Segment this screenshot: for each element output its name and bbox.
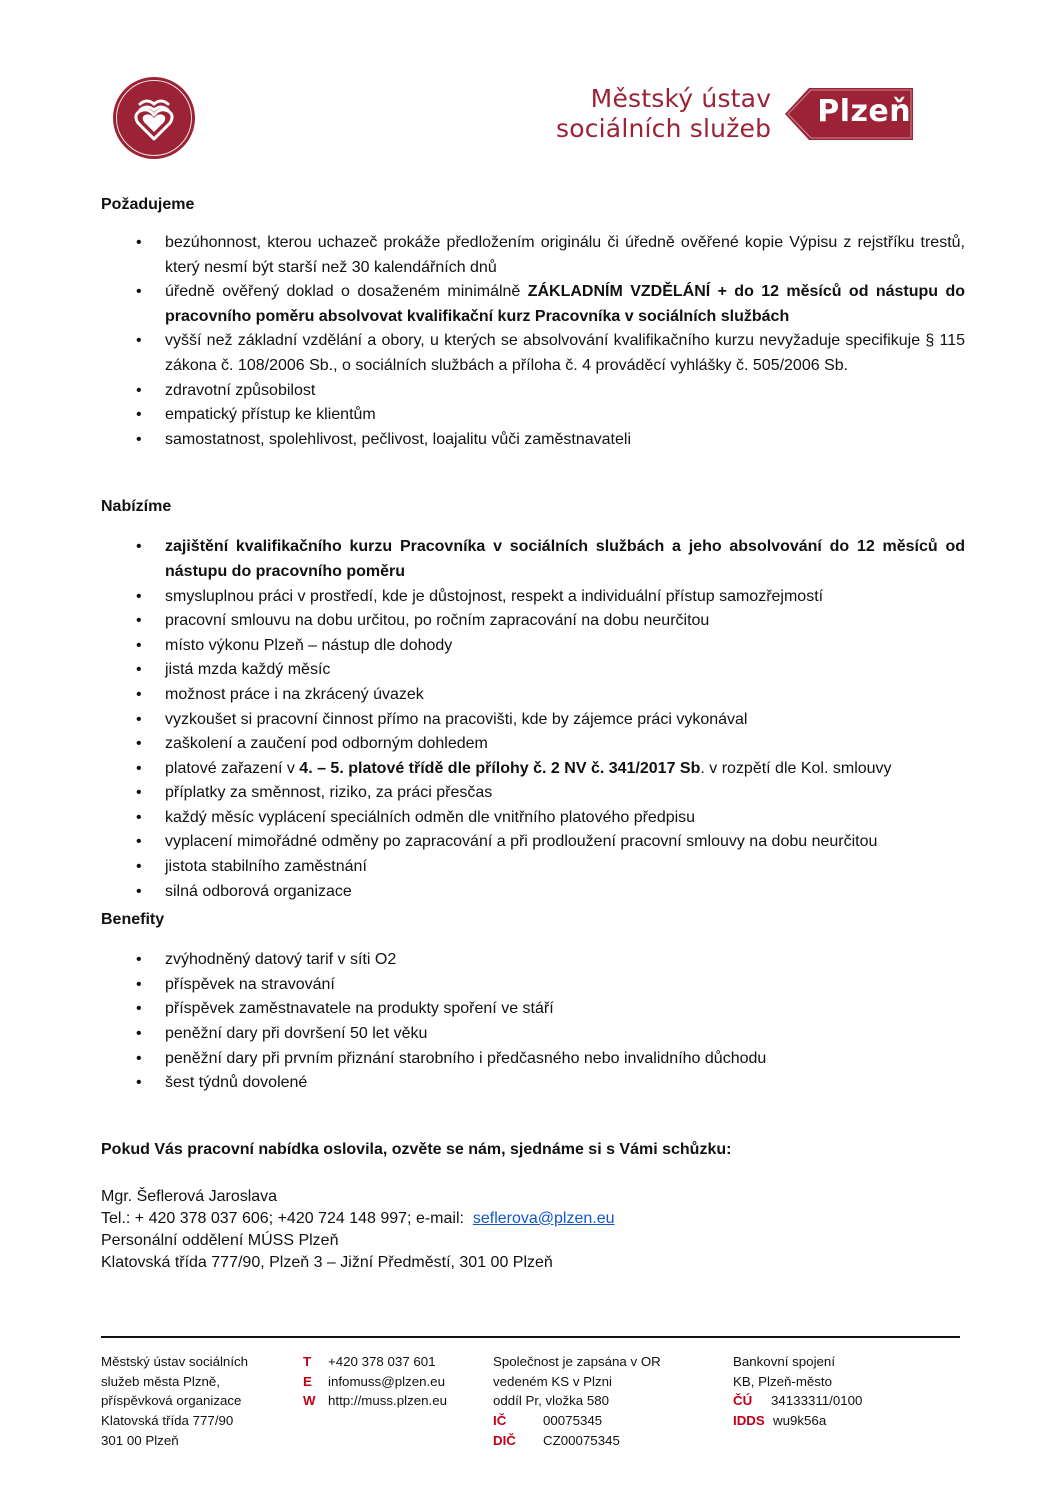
list-item-text-pre: empatický přístup ke klientům bbox=[165, 406, 376, 424]
benefits-heading: Benefity bbox=[101, 911, 165, 929]
list-item-text-pre: příplatky za směnnost, riziko, za práci přesčas bbox=[165, 784, 493, 802]
brand-city: Plzeň bbox=[817, 94, 912, 129]
list-item bbox=[101, 658, 965, 683]
registry-line: oddíl Pr, vložka 580 bbox=[493, 1393, 610, 1409]
list-item bbox=[101, 280, 965, 329]
bank-name: KB, Plzeň-město bbox=[733, 1373, 833, 1389]
list-item-text-pre: bezúhonnost, kterou uchazeč prokáže předložením originálu či úředně ověřené kopie Výpisu z rejstříku trestů, který nesmí být starší než 30 kalendářních dnů bbox=[165, 234, 965, 276]
account-value: 34133311/0100 bbox=[771, 1393, 863, 1409]
footer-dic bbox=[493, 1431, 661, 1451]
email-value[interactable]: infomuss@plzen.eu bbox=[328, 1373, 445, 1389]
list-item bbox=[101, 806, 965, 831]
footer-org-line: 301 00 Plzeň bbox=[101, 1432, 179, 1448]
contact-block bbox=[101, 1186, 965, 1274]
list-item-text-pre: peněžní dary při dovršení 50 let věku bbox=[165, 1025, 428, 1043]
contact-name: Mgr. Šeflerová Jaroslava bbox=[101, 1187, 278, 1205]
job-offer-body bbox=[101, 193, 965, 1274]
bullet-icon: • bbox=[136, 784, 142, 802]
email-label: E bbox=[303, 1373, 312, 1389]
account-label: ČÚ bbox=[733, 1393, 753, 1409]
bullet-icon: • bbox=[136, 1074, 142, 1092]
list-item-text-pre: možnost práce i na zkrácený úvazek bbox=[165, 685, 424, 703]
bullet-icon: • bbox=[136, 661, 142, 679]
list-item-text-pre: pracovní smlouvu na dobu určitou, po ročním zapracování na dobu neurčitou bbox=[165, 612, 710, 630]
contact-address: Klatovská třída 777/90, Plzeň 3 – Jižní Předměstí, 301 00 Plzeň bbox=[101, 1253, 553, 1271]
contact-phones: Tel.: + 420 378 037 606; +420 724 148 997; e-mail: bbox=[101, 1209, 473, 1227]
list-item bbox=[101, 379, 965, 404]
contact-phone-line bbox=[101, 1208, 965, 1230]
bank-title: Bankovní spojení bbox=[733, 1354, 836, 1369]
list-item bbox=[101, 973, 965, 998]
footer-web bbox=[303, 1391, 447, 1411]
list-item-text-pre: vyzkoušet si pracovní činnost přímo na pracovišti, kde by zájemce práci vykonával bbox=[165, 710, 748, 728]
list-item bbox=[101, 757, 965, 782]
list-item-text-pre: samostatnost, spolehlivost, pečlivost, loajalitu vůči zaměstnavateli bbox=[165, 430, 631, 448]
list-item bbox=[101, 585, 965, 610]
list-item bbox=[101, 428, 965, 453]
list-item-text-pre: vyplacení mimořádné odměny po zapracování a při prodloužení pracovní smlouvy na dobu neurčitou bbox=[165, 833, 878, 851]
list-item-text-pre: každý měsíc vyplácení speciálních odměn dle vnitřního platového předpisu bbox=[165, 808, 696, 826]
list-item bbox=[101, 329, 965, 378]
list-item bbox=[101, 231, 965, 280]
footer-org-line: Klatovská třída 777/90 bbox=[101, 1413, 234, 1429]
bullet-icon: • bbox=[136, 587, 142, 605]
list-item bbox=[101, 403, 965, 428]
footer-org-line: služeb města Plzně, bbox=[101, 1373, 220, 1389]
footer-registry bbox=[493, 1352, 661, 1451]
offer-list bbox=[101, 535, 965, 904]
dic-label: DIČ bbox=[493, 1432, 516, 1448]
list-item bbox=[101, 1022, 965, 1047]
bullet-icon: • bbox=[136, 759, 142, 777]
footer-phone bbox=[303, 1352, 447, 1372]
list-item-text-pre: místo výkonu Plzeň – nástup dle dohody bbox=[165, 636, 453, 654]
list-item-text-pre: platové zařazení v bbox=[165, 759, 300, 777]
footer-org-line: Městský ústav sociálních bbox=[101, 1354, 249, 1369]
list-item bbox=[101, 830, 965, 855]
brand-name bbox=[556, 84, 771, 144]
list-item-text-bold: zajištění kvalifikačního kurzu Pracovníka v sociálních službách a jeho absolvování do 12 měsíců od nástupu do pracovního poměru bbox=[165, 538, 965, 580]
list-item-text-pre: jistá mzda každý měsíc bbox=[165, 661, 331, 679]
offer-heading: Nabízíme bbox=[101, 498, 172, 516]
bullet-icon: • bbox=[136, 283, 142, 301]
bullet-icon: • bbox=[136, 406, 142, 424]
bullet-icon: • bbox=[136, 234, 142, 251]
web-label: W bbox=[303, 1393, 316, 1409]
list-item bbox=[101, 609, 965, 634]
list-item bbox=[101, 634, 965, 659]
footer-contacts bbox=[303, 1352, 447, 1411]
bullet-icon: • bbox=[136, 1000, 142, 1018]
footer-org bbox=[101, 1352, 248, 1451]
list-item-text-pre: šest týdnů dovolené bbox=[165, 1074, 308, 1092]
phone-label: T bbox=[303, 1354, 312, 1369]
dic-value: CZ00075345 bbox=[543, 1432, 620, 1448]
brand-city-tag bbox=[785, 88, 913, 140]
list-item bbox=[101, 708, 965, 733]
bullet-icon: • bbox=[136, 332, 142, 350]
bullet-icon: • bbox=[136, 685, 142, 703]
ic-label: IČ bbox=[493, 1413, 507, 1429]
list-item-text-bold: ZÁKLADNÍM VZDĚLÁNÍ + do 12 měsíců od nástupu do pracovního poměru absolvovat kvalifikační kurz Pracovníka v sociálních službách bbox=[165, 283, 966, 325]
ic-value: 00075345 bbox=[543, 1413, 603, 1429]
footer-org-line: příspěvková organizace bbox=[101, 1393, 242, 1409]
bullet-icon: • bbox=[136, 636, 142, 654]
requirements-list bbox=[101, 231, 965, 452]
bullet-icon: • bbox=[136, 612, 142, 630]
bullet-icon: • bbox=[136, 381, 142, 399]
list-item bbox=[101, 1047, 965, 1072]
bullet-icon: • bbox=[136, 833, 142, 851]
list-item-text-pre: úředně ověřený doklad o dosaženém minimálně bbox=[165, 283, 528, 301]
list-item bbox=[101, 683, 965, 708]
bullet-icon: • bbox=[136, 975, 142, 993]
web-value[interactable]: http://muss.plzen.eu bbox=[328, 1393, 447, 1409]
list-item-text-pre: vyšší než základní vzdělání a obory, u kterých se absolvování kvalifikačního kurzu nevyžaduje specifikuje § 115 zákona č. 108/2006 Sb., o sociálních službách a příloha č. 4 prováděcí vyhlášky č. 505/2006 Sb. bbox=[165, 332, 965, 374]
databox-label: IDDS bbox=[733, 1413, 765, 1429]
brand-line2: sociálních služeb bbox=[556, 114, 772, 143]
list-item-text-bold: 4. – 5. platové třídě dle přílohy č. 2 NV č. 341/2017 Sb bbox=[299, 759, 701, 777]
list-item bbox=[101, 781, 965, 806]
bullet-icon: • bbox=[136, 882, 142, 900]
benefits-list bbox=[101, 948, 965, 1096]
list-item bbox=[101, 1071, 965, 1096]
footer-email bbox=[303, 1372, 447, 1392]
registry-line: Společnost je zapsána v OR bbox=[493, 1354, 661, 1369]
list-item-text-pre: jistota stabilního zaměstnání bbox=[165, 858, 367, 876]
phone-value: +420 378 037 601 bbox=[328, 1354, 436, 1369]
bullet-icon: • bbox=[136, 735, 142, 753]
list-item bbox=[101, 997, 965, 1022]
databox-value: wu9k56a bbox=[773, 1413, 827, 1429]
list-item-text-pre: zaškolení a zaučení pod odborným dohledem bbox=[165, 735, 488, 753]
list-item bbox=[101, 948, 965, 973]
list-item bbox=[101, 880, 965, 905]
bullet-icon: • bbox=[136, 1025, 142, 1043]
bullet-icon: • bbox=[136, 538, 142, 556]
list-item bbox=[101, 732, 965, 757]
list-item bbox=[101, 855, 965, 880]
bullet-icon: • bbox=[136, 430, 142, 448]
list-item-text-pre: smysluplnou práci v prostředí, kde je důstojnost, respekt a individuální přístup samozřejmostí bbox=[165, 587, 824, 605]
list-item-text-pre: peněžní dary při prvním přiznání starobního i předčasného nebo invalidního důchodu bbox=[165, 1049, 767, 1067]
list-item-text-pre: silná odborová organizace bbox=[165, 882, 352, 900]
list-item-text-pre: příspěvek zaměstnavatele na produkty spoření ve stáří bbox=[165, 1000, 554, 1018]
bullet-icon: • bbox=[136, 710, 142, 728]
contact-department: Personální oddělení MÚSS Plzeň bbox=[101, 1231, 339, 1249]
bullet-icon: • bbox=[136, 951, 142, 969]
call-to-action: Pokud Vás pracovní nabídka oslovila, ozvěte se nám, sjednáme si s Vámi schůzku: bbox=[101, 1140, 732, 1158]
heart-emblem-icon bbox=[113, 77, 195, 159]
brand-line1: Městský ústav bbox=[590, 84, 772, 113]
list-item-text-pre: zvýhodněný datový tarif v síti O2 bbox=[165, 951, 397, 969]
bullet-icon: • bbox=[136, 1049, 142, 1067]
footer-divider bbox=[101, 1336, 960, 1338]
bullet-icon: • bbox=[136, 858, 142, 876]
footer-bank bbox=[733, 1352, 862, 1431]
list-item bbox=[101, 535, 965, 584]
contact-email-link[interactable]: seflerova@plzen.eu bbox=[472, 1209, 615, 1227]
list-item-text-post: . v rozpětí dle Kol. smlouvy bbox=[700, 759, 892, 777]
footer-ic bbox=[493, 1411, 661, 1431]
list-item-text-pre: zdravotní způsobilost bbox=[165, 381, 316, 399]
bullet-icon: • bbox=[136, 808, 142, 826]
requirements-heading: Požadujeme bbox=[101, 196, 195, 213]
registry-line: vedeném KS v Plzni bbox=[493, 1373, 612, 1389]
footer-databox bbox=[733, 1411, 862, 1431]
footer-account bbox=[733, 1391, 862, 1411]
brand-logo bbox=[556, 84, 913, 144]
list-item-text-pre: příspěvek na stravování bbox=[165, 975, 335, 993]
